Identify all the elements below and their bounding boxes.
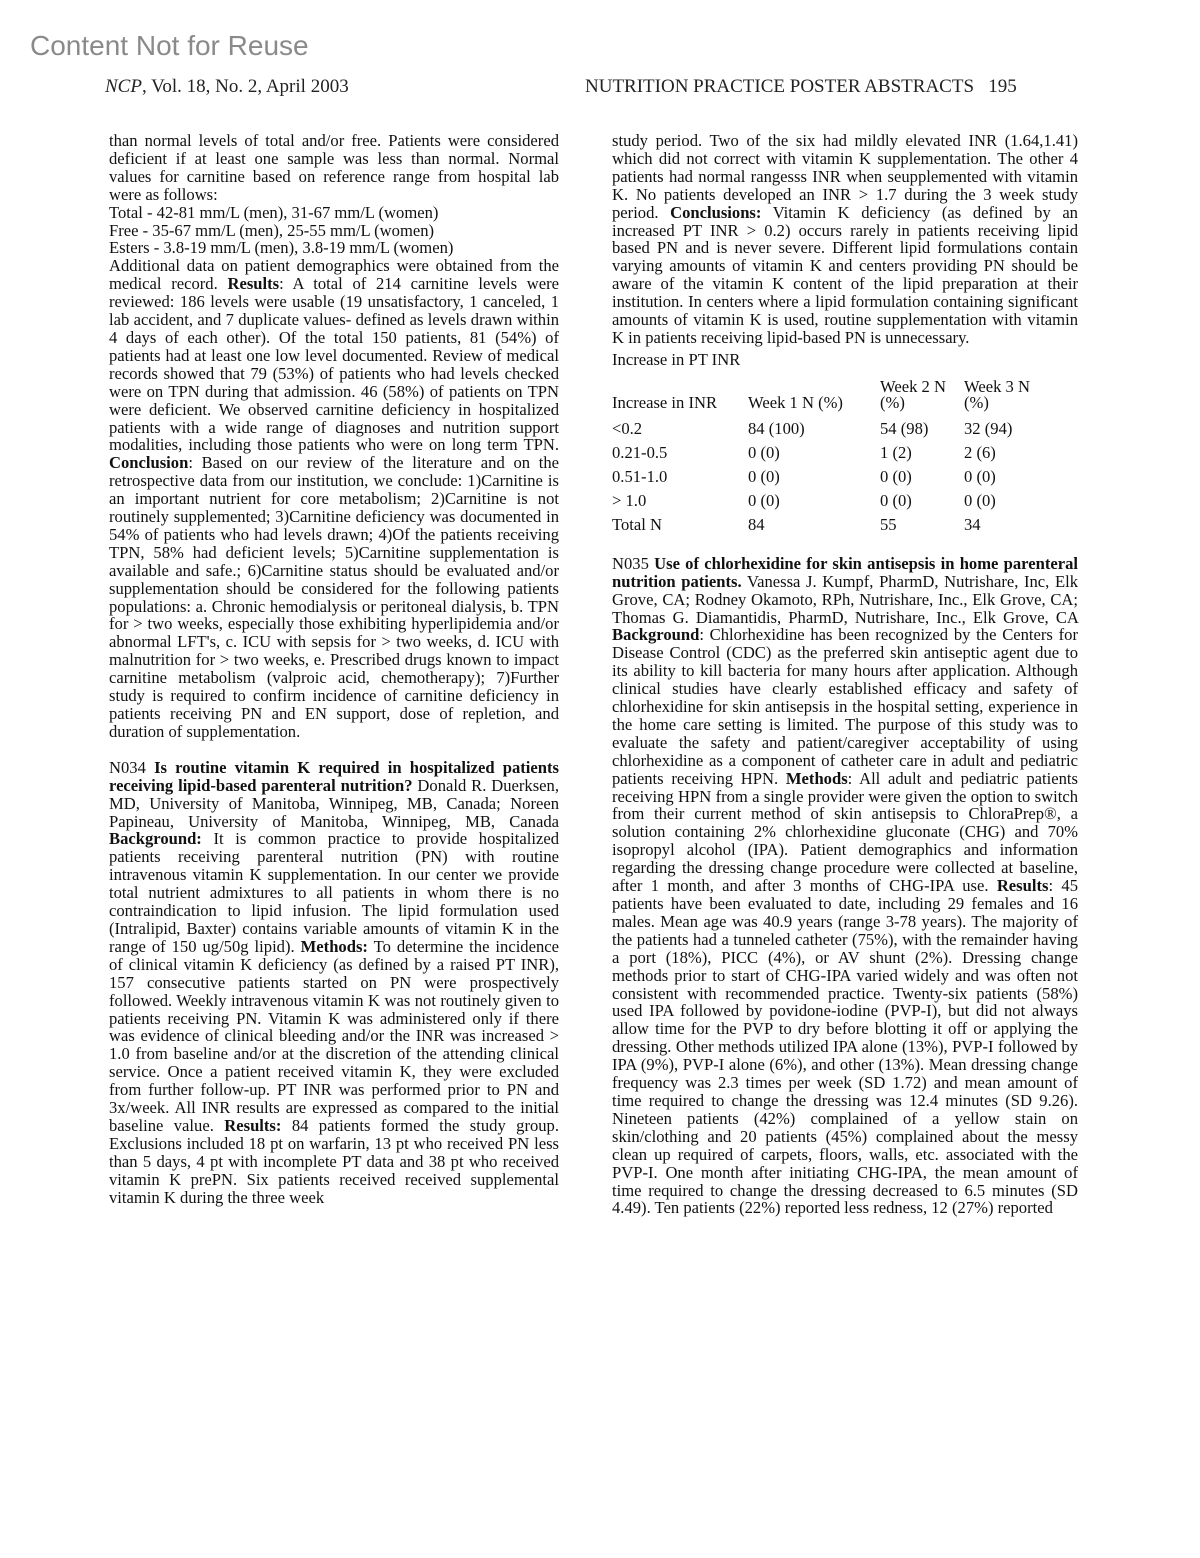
carnitine-total-range: Total - 42-81 mm/L (men), 31-67 mm/L (women) <box>109 202 439 222</box>
table-cell: 84 (100) <box>748 418 805 438</box>
table-cell: 0 (0) <box>748 442 780 462</box>
carnitine-esters-range: Esters - 3.8-19 mm/L (men), 3.8-19 mm/L (women) <box>109 238 454 258</box>
carnitine-results-paragraph: Additional data on patient demographics were obtained from the medical record. Results: A total of 214 carnitine levels were reviewed: 186 levels were usable (19 unsatisfactory, 1 canceled, 1 lab accident, and 7 duplicate values- defined as levels drawn within 4 days of each other). Of the total 150 patients, 81 (54%) of patients had at least one low level documented. Review of medical records showed that 79 (53%) of patients who had levels checked were on TPN during that admission. 46 (58%) of patients on TPN were deficient. We observed carnitine deficiency in hospitalized patients with a wide range of diagnoses and nutrition support modalities, including those patients who were on long term TPN. Conclusion: Based on our review of the literature and on the retrospective data from our institution, we conclude: 1)Carnitine is an important nutrient for core metabolism; 2)Carnitine is not routinely supplemented; 3)Carnitine deficiency was documented in 54% of patients who had levels drawn; 4)Of the patients receiving TPN, 58% had deficient levels; 5)Carnitine supplementation is available and safe.; 6)Carnitine status should be evaluated and/or supplementation should be considered for the following patients populations: a. Chronic hemodialysis or peritoneal dialysis, b. TPN for > two weeks, especially those exhibiting hyperlipidemia and/or abnormal LFT's, c. ICU with sepsis for > two weeks, d. ICU with malnutrition for > two weeks, e. Prescribed drugs known to impact carnitine metabolism (valproic acid, chemotherapy); 7)Further study is required to confirm incidence of carnitine deficiency in patients receiving PN and EN support, dose of repletion, and duration of supplementation. <box>109 256 559 741</box>
table-cell: 0 (0) <box>880 490 912 510</box>
table-cell: 0.21-0.5 <box>612 442 668 462</box>
section-title: NUTRITION PRACTICE POSTER ABSTRACTS <box>585 76 975 97</box>
carnitine-methods-paragraph: than normal levels of total and/or free. Patients were considered deficient if at least one sample was less than normal. Normal values for carnitine based on reference range from hospital lab were as follows: <box>109 131 559 204</box>
table-header-cell: Week 3 N (%) <box>964 376 1030 412</box>
table-cell: 0 (0) <box>964 466 996 486</box>
table-cell: 1 (2) <box>880 442 912 462</box>
table-cell: 84 <box>748 514 765 534</box>
abstract-title: Use of chlorhexidine for skin antisepsis in home parenteral nutrition patients. <box>612 553 1079 591</box>
table-header-row <box>612 379 1040 417</box>
table-cell: 0 (0) <box>748 466 780 486</box>
abstract-n034: N034 Is routine vitamin K required in hospitalized patients receiving lipid-based parenteral nutrition? Donald R. Duerksen, MD, University of Manitoba, Winnipeg, MB, Canada; Noreen Papineau, University of Manitoba, Winnipeg, MB, Canada Background: It is common practice to provide hospitalized patients receiving parenteral nutrition (PN) with routine intravenous vitamin K supplementation. In our center we provide total nutrient admixtures to all patients in whom there is no contraindication to lipid infusion. The lipid formulation used (Intralipid, Baxter) contains variable amounts of vitamin K in the range of 150 ug/50g lipid). Methods: To determine the incidence of clinical vitamin K deficiency (as defined by a raised PT INR), 157 consecutive patients started on PN were prospectively followed. Weekly intravenous vitamin K was not routinely given to patients receiving PN. Vitamin K was administered only if there was evidence of clinical bleeding and/or the INR was increased > 1.0 from baseline and/or at the discretion of the attending clinical service. Once a patient received vitamin K, they were excluded from further follow-up. PT INR was performed prior to PN and 3x/week. All INR results are expressed as compared to the initial baseline value. Results: 84 patients formed the study group. Exclusions included 18 pt on warfarin, 13 pt who received PN less than 5 days, 4 pt with incomplete PT data and 38 pt who received vitamin K prePN. Six patients received received supplemental vitamin K during the three week <box>109 757 560 1207</box>
table-cell: 55 <box>880 514 897 534</box>
right-column <box>612 132 1078 1217</box>
results-label: Results <box>996 876 1049 896</box>
n034-continued-paragraph: study period. Two of the six had mildly elevated INR (1.64,1.41) which did not correct with vitamin K supplementation. The other 4 patients had normal rangesss INR when seupplemented with vitamin K. No patients developed an INR > 1.7 during the 3 week study period. Conclusions: Vitamin K deficiency (as defined by an increased PT INR > 0.2) occurs rarely in patients receiving lipid based PN and is never severe. Different lipid formulations contain varying amounts of vitamin K and centers providing PN should be aware of the vitamin K content of the lipid preparation at their institution. In centers where a lipid formulation containing significant amounts of vitamin K is used, routine supplementation with vitamin K in patients receiving lipid-based PN is unnecessary. <box>612 131 1078 347</box>
methods-label: Methods <box>785 768 848 788</box>
table-cell: 0 (0) <box>880 466 912 486</box>
table-cell: 32 (94) <box>964 418 1013 438</box>
left-column <box>109 132 559 1206</box>
table-row <box>612 441 1040 465</box>
table-row <box>612 513 1040 537</box>
abstract-authors: Donald R. Duerksen, MD, University of Manitoba, Winnipeg, MB, Canada; Noreen Papineau, University of Manitoba, Winnipeg, MB, Canada <box>109 775 559 831</box>
background-label: Background <box>612 625 700 645</box>
abstract-title: Is routine vitamin K required in hospitalized patients receiving lipid-based parenteral nutrition? <box>109 757 559 795</box>
table-header-cell: Increase in INR <box>612 392 718 412</box>
carnitine-free-range: Free - 35-67 mm/L (men), 25-55 mm/L (women) <box>109 220 435 240</box>
table-cell: Total N <box>612 514 662 534</box>
table-cell: 0.51-1.0 <box>612 466 668 486</box>
table-cell: > 1.0 <box>612 490 647 510</box>
results-label: Results <box>227 274 280 294</box>
table-row <box>612 489 1040 513</box>
running-header-journal <box>105 76 349 98</box>
conclusions-label: Conclusions: <box>670 202 762 222</box>
methods-label: Methods: <box>300 936 368 956</box>
table-cell: 0 (0) <box>964 490 996 510</box>
conclusion-label: Conclusion <box>109 453 189 473</box>
table-cell: 54 (98) <box>880 418 929 438</box>
abstract-id: N035 <box>612 553 655 573</box>
table-cell: 2 (6) <box>964 442 996 462</box>
running-header-section <box>585 76 1017 98</box>
table-cell: 34 <box>964 514 981 534</box>
page-number: 195 <box>988 76 1017 97</box>
inr-table <box>612 376 1040 537</box>
abstract-authors: Vanessa J. Kumpf, PharmD, Nutrishare, Inc, Elk Grove, CA; Rodney Okamoto, RPh, Nutrishare, Inc., Elk Grove, CA; Thomas G. Diamantidis, PharmD, Nutrishare, Inc., Elk Grove, CA <box>612 571 1078 627</box>
watermark: Content Not for Reuse <box>30 30 309 61</box>
abstract-n035: N035 Use of chlorhexidine for skin antisepsis in home parenteral nutrition patients. Vanessa J. Kumpf, PharmD, Nutrishare, Inc, Elk Grove, CA; Rodney Okamoto, RPh, Nutrishare, Inc., Elk Grove, CA; Thomas G. Diamantidis, PharmD, Nutrishare, Inc., Elk Grove, CA Background: Chlorhexidine has been recognized by the Centers for Disease Control (CDC) as the preferred skin antiseptic agent due to its ability to kill bacteria for many hours after application. Although clinical studies have clearly established efficacy and safety of chlorhexidine for skin antisepsis in the hospital setting, experience in the home care setting is limited. The purpose of this study was to evaluate the safety and patient/caregiver acceptability of using chlorhexidine as a component of catheter care in adult and pediatric patients receiving HPN. Methods: All adult and pediatric patients receiving HPN from a single provider were given the option to switch from their current method of skin antisepsis to ChloraPrep®, a solution containing 2% chlorhexidine gluconate (CHG) and 70% isopropyl alcohol (IPA). Patient demographics and information regarding the dressing change procedure were collected at baseline, after 1 month, and after 3 months of CHG-IPA use. Results: 45 patients have been evaluated to date, including 29 females and 16 males. Mean age was 40.9 years (range 3-78 years). The majority of the patients had a tunneled catheter (75%), with the remainder having a port (18%), PICC (4%), or AV shunt (2%). Dressing change methods prior to start of CHG-IPA varied widely and was often not consistent with recommended practice. Twenty-six patients (58%) used IPA followed by povidone-iodine (PVP-I), but did not always allow time for the PVP to dry before blotting it off or applying the dressing. Other methods utilized IPA alone (13%), PVP-I followed by IPA (9%), PVP-I alone (6%), and other (13%). Mean dressing change frequency was 2.3 times per week (SD 1.72) and mean amount of time required to change the dressing was 12.4 minutes (SD 9.26). Nineteen patients (42%) complained of a yellow stain on skin/clothing and 20 patients (45%) complained about the messy clean up required of carpets, floors, walls, etc. associated with the PVP-I. One month after initiating CHG-IPA, the mean amount of time required to change the dressing decreased to 6.5 minutes (SD 4.49). Ten patients (22%) reported less redness, 12 (27%) reported <box>612 553 1079 1218</box>
journal-volume: , Vol. 18, No. 2, April 2003 <box>141 76 349 97</box>
background-label: Background: <box>109 829 202 849</box>
table-cell: <0.2 <box>612 418 643 438</box>
results-label: Results: <box>224 1115 282 1135</box>
table-cell: 0 (0) <box>748 490 780 510</box>
table-title: Increase in PT INR <box>612 349 741 369</box>
table-row <box>612 417 1040 441</box>
journal-name: NCP <box>105 76 142 97</box>
table-header-cell: Week 2 N (%) <box>880 376 946 412</box>
table-row <box>612 465 1040 489</box>
table-header-cell: Week 1 N (%) <box>748 392 843 412</box>
abstract-id: N034 <box>109 757 155 777</box>
